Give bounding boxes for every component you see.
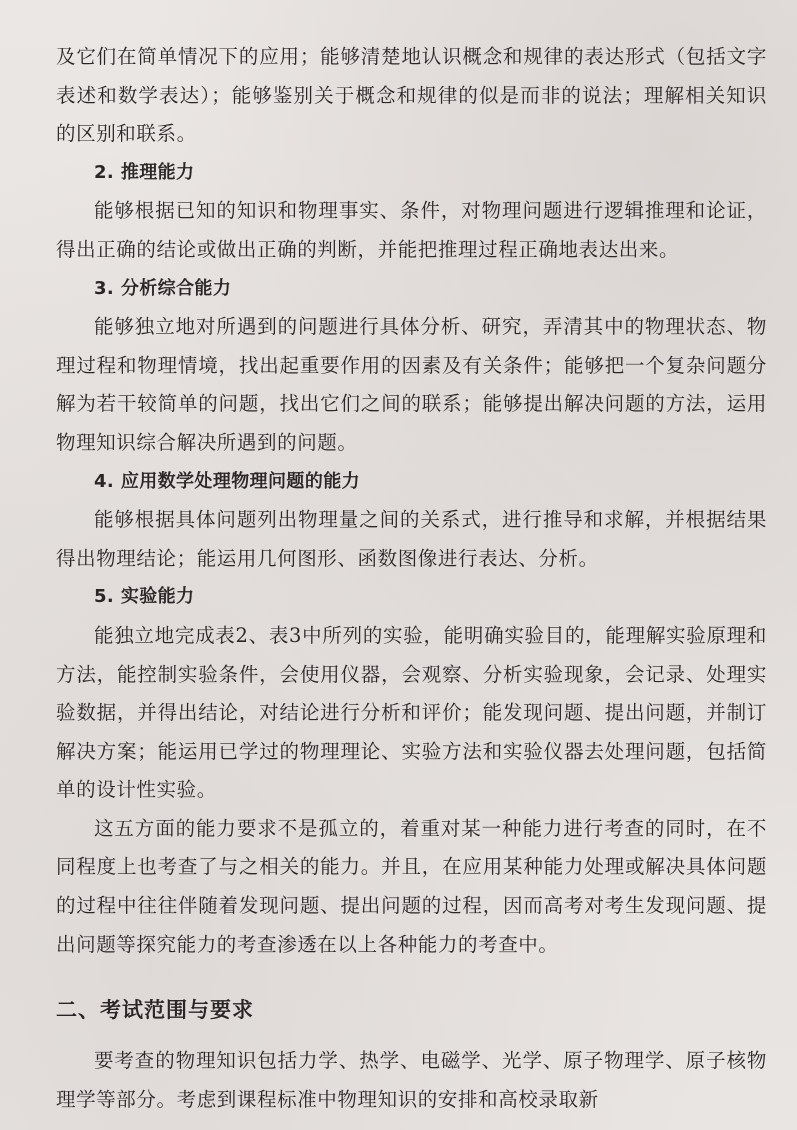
paragraph-math-ability: 能够根据具体问题列出物理量之间的关系式，进行推导和求解，并根据结果得出物理结论；能运用几何图形、函数图像进行表达、分析。 — [56, 508, 767, 570]
heading-math-ability: 4. 应用数学处理物理问题的能力 — [94, 470, 361, 492]
paragraph-intro: 及它们在简单情况下的应用；能够清楚地认识概念和规律的表达形式（包括文字表述和数学表达）；能够鉴别关于概念和规律的似是而非的说法；理解相关知识的区别和联系。 — [56, 45, 767, 146]
heading-analysis-ability: 3. 分析综合能力 — [94, 277, 232, 299]
paragraph-experiment-ability: 能独立地完成表2、表3中所列的实验，能明确实验目的，能理解实验原理和方法，能控制实验条件，会使用仪器，会观察、分析实验现象，会记录、处理实验数据，并得出结论，对结论进行分析和评价；能发现问题、提出问题，并制订解决方案；能运用已学过的物理理论、实验方法和实验仪器去处理问题，包括简单的设计性实验。 — [56, 623, 767, 802]
paragraph-reasoning-ability: 能够根据已知的知识和物理事实、条件，对物理问题进行逻辑推理和论证，得出正确的结论或做出正确的判断，并能把推理过程正确地表达出来。 — [56, 199, 767, 261]
heading-reasoning-ability: 2. 推理能力 — [94, 161, 195, 183]
heading-experiment-ability: 5. 实验能力 — [94, 586, 195, 608]
paragraph-summary: 这五方面的能力要求不是孤立的，着重对某一种能力进行考查的同时，在不同程度上也考查了与之相关的能力。并且，在应用某种能力处理或解决具体问题的过程中往往伴随着发现问题、提出问题的过程，因而高考对考生发现问题、提出问题等探究能力的考查渗透在以上各种能力的考查中。 — [56, 816, 767, 956]
paragraph-analysis-ability: 能够独立地对所遇到的问题进行具体分析、研究，弄清其中的物理状态、物理过程和物理情境，找出起重要作用的因素及有关条件；能够把一个复杂问题分解为若干较简单的问题，找出它们之间的联系；能够提出解决问题的方法，运用物理知识综合解决所遇到的问题。 — [56, 315, 767, 454]
paragraph-scope: 要考查的物理知识包括力学、热学、电磁学、光学、原子物理学、原子核物理学等部分。考虑到课程标准中物理知识的安排和高校录取新 — [56, 1049, 767, 1111]
section-title-scope: 二、考试范围与要求 — [56, 998, 254, 1023]
